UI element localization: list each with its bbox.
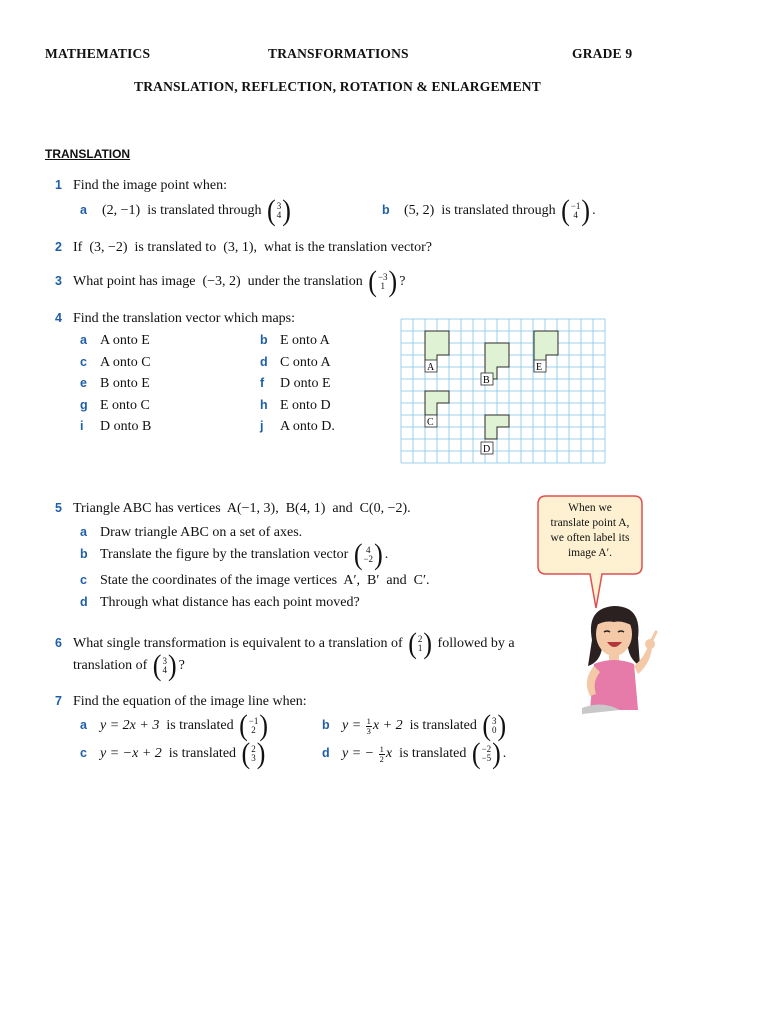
question-number: 6 [55,636,62,651]
question-4-items [80,331,380,441]
question-number: 7 [55,694,62,708]
part-label: j [260,419,264,433]
part-label: e [80,376,87,390]
end-punct: ? [399,274,406,290]
question-text-end: followed by a [437,636,515,652]
part-text: A onto E [100,333,150,348]
part-label: c [80,573,87,587]
vector-bottom: 1 [380,281,385,291]
question-4 [55,309,295,328]
shape-D [481,415,509,455]
list-item [260,331,330,350]
part-text: E onto C [100,398,150,413]
question-text: Find the equation of the image line when: [73,694,307,709]
question-5 [55,499,411,518]
question-text: Triangle ABC has vertices A(−1, 3), B(4, 1) and C(0, −2). [73,501,411,516]
question-number: 4 [55,311,62,325]
list-item [80,396,150,415]
shape-B [481,343,509,386]
question-number: 3 [55,274,62,289]
question-2 [55,238,432,257]
list-item [260,396,331,415]
part-text: B onto E [100,376,150,391]
vector-top: −1 [248,716,259,726]
cartoon-girl-illustration [572,600,662,716]
part-label: b [260,333,268,347]
fraction-top: 1 [379,744,384,754]
part-label: a [80,525,87,539]
vector-bottom: −2 [363,554,374,564]
equation: x + 2 [372,718,403,734]
question-1 [55,176,227,195]
equation: y = −x + 2 [100,746,162,762]
fraction [366,717,372,735]
list-item [260,417,335,436]
part-text: is translated through [441,203,556,219]
part-label: f [260,376,265,390]
question-5b [80,537,389,572]
point: (5, 2) [404,203,435,219]
part-text: D onto B [100,419,152,434]
equation: y = − [342,746,375,762]
shape-label: B [483,375,490,386]
question-5c [80,571,430,590]
vector-top: 4 [366,545,371,555]
list-item [80,353,151,372]
shape-C [425,391,449,428]
vector-top: 3 [162,656,167,666]
part-text: is translated [168,746,237,762]
part-label: b [322,718,330,733]
vector-top: 2 [251,744,256,754]
shape-label: E [536,362,543,373]
part-label: d [322,746,330,761]
question-1b [382,193,596,228]
part-label: a [80,718,87,733]
part-label: c [80,355,87,369]
page-subtitle: TRANSLATION, REFLECTION, ROTATION & ENLARGEMENT [134,79,541,94]
list-item [80,374,150,393]
list-item [80,331,150,350]
question-number: 1 [55,178,62,192]
vector-bottom: 0 [492,725,497,735]
part-text: is translated [166,718,234,734]
vector-bottom: 4 [162,665,167,675]
vector-top: −1 [570,201,581,211]
part-text: A onto D. [280,419,335,434]
part-text: E onto D [280,398,331,413]
part-text: is translated through [147,203,262,219]
vector-bottom: 2 [251,725,256,735]
part-label: d [80,595,88,609]
vector-bottom: 4 [573,210,578,220]
part-label: a [80,333,87,347]
shape-label: A [427,362,435,373]
question-text: translation of [73,658,148,674]
section-title: TRANSLATION [45,147,131,161]
fraction-bottom: 3 [366,725,371,736]
list-item [80,417,151,436]
question-6-line2 [73,648,185,683]
part-text: is translated [399,746,467,762]
question-6 [55,626,515,661]
column-vector: ( −1 4 ) [561,193,591,228]
translation-grid-diagram [398,318,610,474]
part-text: Through what distance has each point moved? [100,595,360,610]
column-vector: ( −2 −5 ) [471,736,501,771]
column-vector: ( 3 4 ) [267,193,291,228]
vector-top: 3 [492,716,497,726]
question-number: 5 [55,501,62,515]
fraction-top: 1 [366,716,371,726]
list-item [260,353,331,372]
vector-bottom: 4 [276,210,282,220]
part-text: is translated [409,718,477,734]
question-text: What single transformation is equivalent to a translation of [73,636,403,652]
question-text: Find the translation vector which maps: [73,311,296,326]
part-label: h [260,398,268,412]
part-label: b [80,547,88,562]
question-7a [80,708,270,743]
subject-heading: MATHEMATICS [45,46,151,61]
part-label: c [80,746,87,761]
part-label: g [80,398,88,412]
end-punct: . [592,203,596,219]
bubble-line: When we [568,502,612,514]
question-text: What point has image (−3, 2) under the translation [73,274,363,290]
question-7c [80,736,267,771]
bubble-line: image A′. [567,547,613,559]
shape-label: D [483,444,491,455]
column-vector: ( 2 3 ) [241,736,266,771]
vector-bottom: 1 [417,643,423,653]
question-7d [322,736,507,771]
part-text: Draw triangle ABC on a set of axes. [100,525,303,540]
question-5a [80,523,302,542]
equation: y = [342,718,362,734]
question-7 [55,692,307,711]
question-text: Find the image point when: [73,178,227,193]
speech-bubble-text [540,501,640,561]
column-vector: ( 2 1 ) [408,626,433,661]
list-item [260,374,331,393]
fraction [379,745,385,763]
part-text: Translate the figure by the translation vector [100,547,349,563]
vector-top: −3 [377,272,388,282]
part-label: a [80,203,87,218]
vector-bottom: −5 [481,753,492,763]
vector-bottom: 3 [251,753,256,763]
column-vector: ( −1 2 ) [239,708,269,743]
vector-top: 3 [276,201,282,211]
bubble-line: we often label its [550,532,630,544]
topic-heading: TRANSFORMATIONS [268,46,409,61]
part-label: d [260,355,268,369]
column-vector: ( 4 −2 ) [353,537,383,572]
part-label: b [382,203,390,218]
end-punct: ? [178,658,185,674]
column-vector: ( 3 0 ) [482,708,507,743]
question-1a [80,193,293,228]
question-text: If (3, −2) is translated to (3, 1), what is the translation vector? [73,240,432,255]
grade-heading: GRADE 9 [572,46,633,61]
part-text: A onto C [100,355,151,370]
question-3 [55,264,406,299]
part-text: E onto A [280,333,330,348]
part-text: D onto E [280,376,331,391]
part-label: i [80,419,84,433]
point: (2, −1) [102,203,141,219]
equation: y = 2x + 3 [100,718,160,734]
vector-top: −2 [481,744,492,754]
shape-label: C [427,417,434,428]
part-text: C onto A [280,355,331,370]
vector-top: 2 [417,634,423,644]
column-vector: ( −3 1 ) [368,264,398,299]
fraction-bottom: 2 [379,753,384,764]
column-vector: ( 3 4 ) [152,648,177,683]
end-punct: . [502,746,507,762]
bubble-line: translate point A, [550,517,630,529]
end-punct: . [384,547,389,563]
question-5d [80,593,360,612]
part-text: State the coordinates of the image vertices A′, B′ and C′. [100,573,430,588]
equation: x [385,746,393,762]
question-number: 2 [55,240,62,254]
question-7b [322,708,508,743]
